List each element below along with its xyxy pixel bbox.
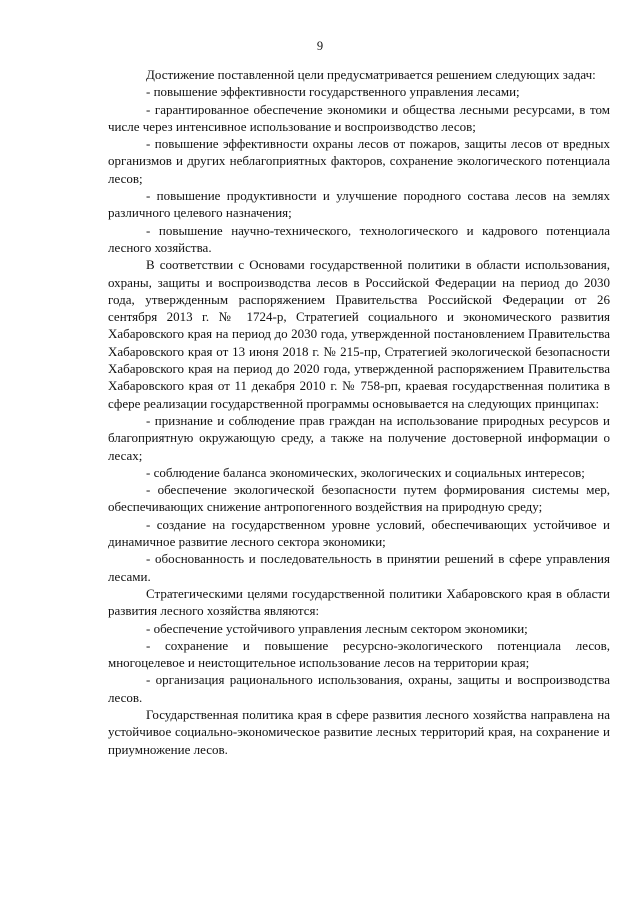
list-item: - сохранение и повышение ресурсно-экологического потенциала лесов, многоцелевое и неистощительное использование лесов на территории края; [108,637,610,671]
list-item: - создание на государственном уровне условий, обеспечивающих устойчивое и динамичное развитие лесного сектора экономики; [108,516,610,550]
list-item: - обеспечение экологической безопасности путем формирования системы мер, обеспечивающих снижение антропогенного воздействия на природную среду; [108,482,610,515]
list-item: - повышение эффективности государственного управления лесами; [146,84,520,100]
list-item: - соблюдение баланса экономических, экологических и социальных интересов; [146,464,585,480]
list-item: - повышение продуктивности и улучшение породного состава лесов на землях различного целевого назначения; [108,188,610,221]
list-item: - повышение научно-технического, технологического и кадрового потенциала лесного хозяйства. [108,222,610,255]
paragraph: Государственная политика края в сфере развития лесного хозяйства направлена на устойчивое социально-экономическое развитие лесных территорий края, на сохранение и приумножение лесов. [108,706,610,757]
document-body [108,66,610,758]
list-item: - гарантированное обеспечение экономики и общества лесными ресурсами, в том числе через интенсивное использование и воспроизводство лесов; [108,101,610,134]
paragraph: В соответствии с Основами государственной политики в области использования, охраны, защиты и воспроизводства лесов в Российской Федерации на период до 2030 года, утвержденным распоряжением Правительства Российской Федерации от 26 сентября 2013 г. № 1724-р, Стратегией социального и экономического развития Хабаровского края на период до 2030 года, утвержденной постановлением Правительства Хабаровского края от 13 июня 2018 г. № 215-пр, Стратегией экологической безопасности Хабаровского края на период до 2020 года, утвержденной распоряжением Правительства Хабаровского края от 11 декабря 2010 г. № 758-рп, краевая государственная политика в сфере реализации государственной программы основывается на следующих принципах: [108,257,610,411]
list-item: - обеспечение устойчивого управления лесным сектором экономики; [146,620,528,636]
paragraph: Стратегическими целями государственной политики Хабаровского края в области развития лесного хозяйства являются: [108,585,610,619]
page-number: 9 [316,39,324,53]
list-item: - обоснованность и последовательность в принятии решений в сфере управления лесами. [108,551,610,584]
list-item: - признание и соблюдение прав граждан на использование природных ресурсов и благоприятную окружающую среду, а также на получение достоверной информации о лесах; [108,412,610,463]
list-item: - организация рационального использования, охраны, защиты и воспроизводства лесов. [108,672,610,705]
list-item: - повышение эффективности охраны лесов от пожаров, защиты лесов от вредных организмов и других неблагоприятных факторов, сохранение экологического потенциала лесов; [108,136,610,186]
paragraph: Достижение поставленной цели предусматривается решением следующих задач: [146,67,596,82]
